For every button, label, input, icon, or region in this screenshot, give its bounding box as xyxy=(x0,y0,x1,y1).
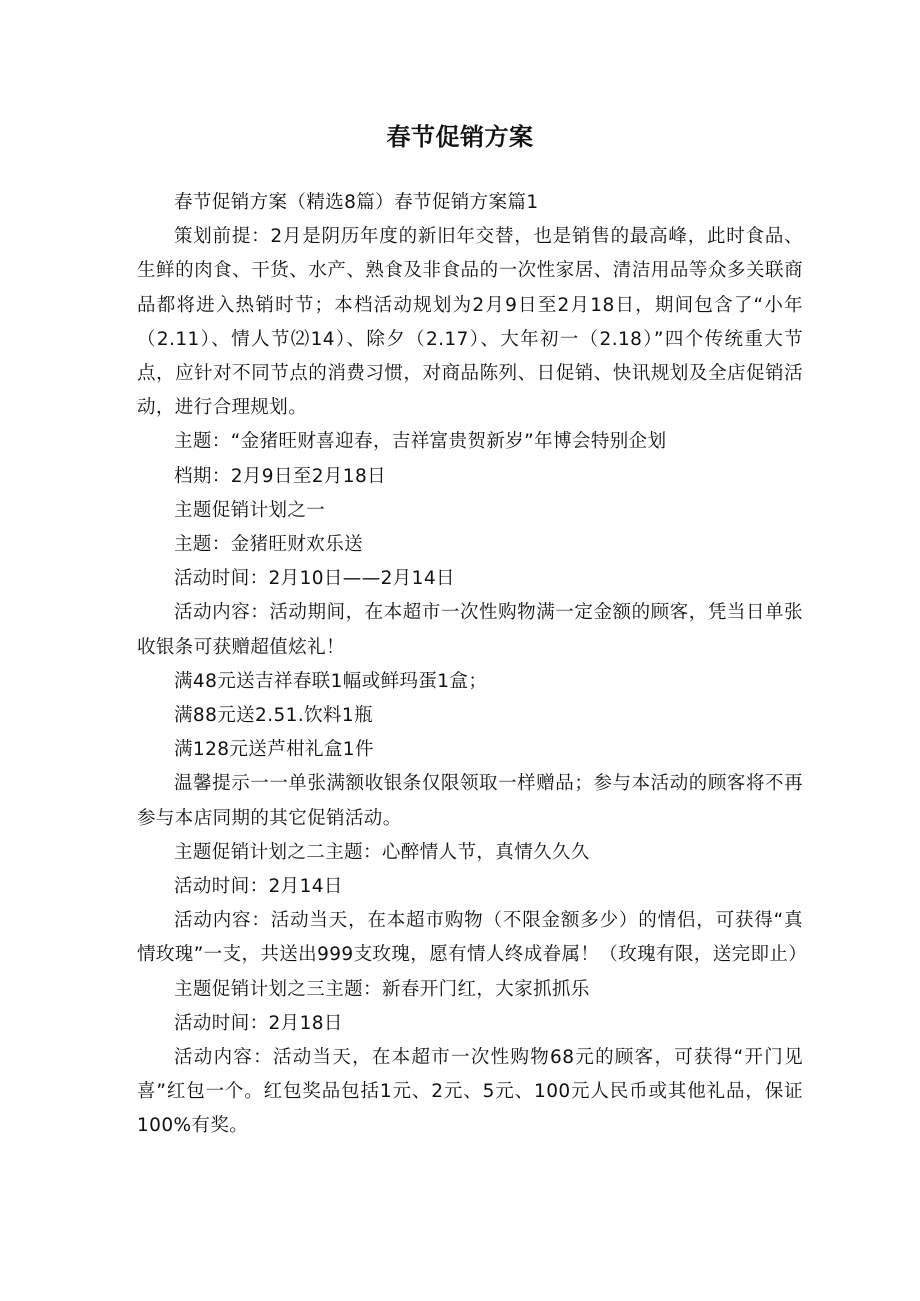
paragraph: 主题：金猪旺财欢乐送 xyxy=(174,534,364,556)
paragraph: 活动内容：活动当天，在本超市购物（不限金额多少）的情侣，可获得“真情玫瑰”一支，共送出999支玫瑰，愿有情人终成眷属！（玫瑰有限，送完即止） xyxy=(137,910,808,966)
paragraph: 主题促销计划之一 xyxy=(174,499,326,521)
paragraph: 活动时间：2月18日 xyxy=(174,1012,343,1034)
paragraph: 主题促销计划之三主题：新春开门红，大家抓抓乐 xyxy=(174,978,590,1000)
paragraph: 温馨提示一一单张满额收银条仅限领取一样赠品；参与本活动的顾客将不再参与本店同期的其它促销活动。 xyxy=(137,773,803,829)
document-title: 春节促销方案 xyxy=(386,123,534,151)
paragraph: 满88元送2.51.饮料1瓶 xyxy=(174,705,373,727)
paragraph: 档期：2月9日至2月18日 xyxy=(174,465,387,487)
document-body xyxy=(137,186,808,1144)
paragraph: 活动内容：活动当天，在本超市一次性购物68元的顾客，可获得“开门见喜”红包一个。红包奖品包括1元、2元、5元、100元人民币或其他礼品，保证100%有奖。 xyxy=(137,1047,803,1137)
paragraph: 活动时间：2月10日——2月14日 xyxy=(174,568,455,590)
paragraph: 满48元送吉祥春联1幅或鲜玛蛋1盒； xyxy=(174,670,488,692)
paragraph: 主题：“金猪旺财喜迎春，吉祥富贵贺新岁”年博会特别企划 xyxy=(174,431,667,453)
paragraph: 活动时间：2月14日 xyxy=(174,876,343,898)
paragraph: 满128元送芦柑礼盒1件 xyxy=(174,739,374,761)
paragraph: 春节促销方案（精选8篇）春节促销方案篇1 xyxy=(174,192,539,213)
paragraph: 主题促销计划之二主题：心醉情人节，真情久久久 xyxy=(174,841,590,863)
paragraph: 策划前提：2月是阴历年度的新旧年交替，也是销售的最高峰，此时食品、生鲜的肉食、干货、水产、熟食及非食品的一次性家居、清洁用品等众多关联商品都将进入热销时节；本档活动规划为2月9日至2月18日，期间包含了“小年（2.11）、情人节⑵14）、除夕（2.17）、大年初一（2.18）”四个传统重大节点，应针对不同节点的消费习惯，对商品陈列、日促销、快讯规划及全店促销活动，进行合理规划。 xyxy=(137,226,803,419)
paragraph: 活动内容：活动期间，在本超市一次性购物满一定金额的顾客，凭当日单张收银条可获赠超值炫礼！ xyxy=(137,602,803,658)
